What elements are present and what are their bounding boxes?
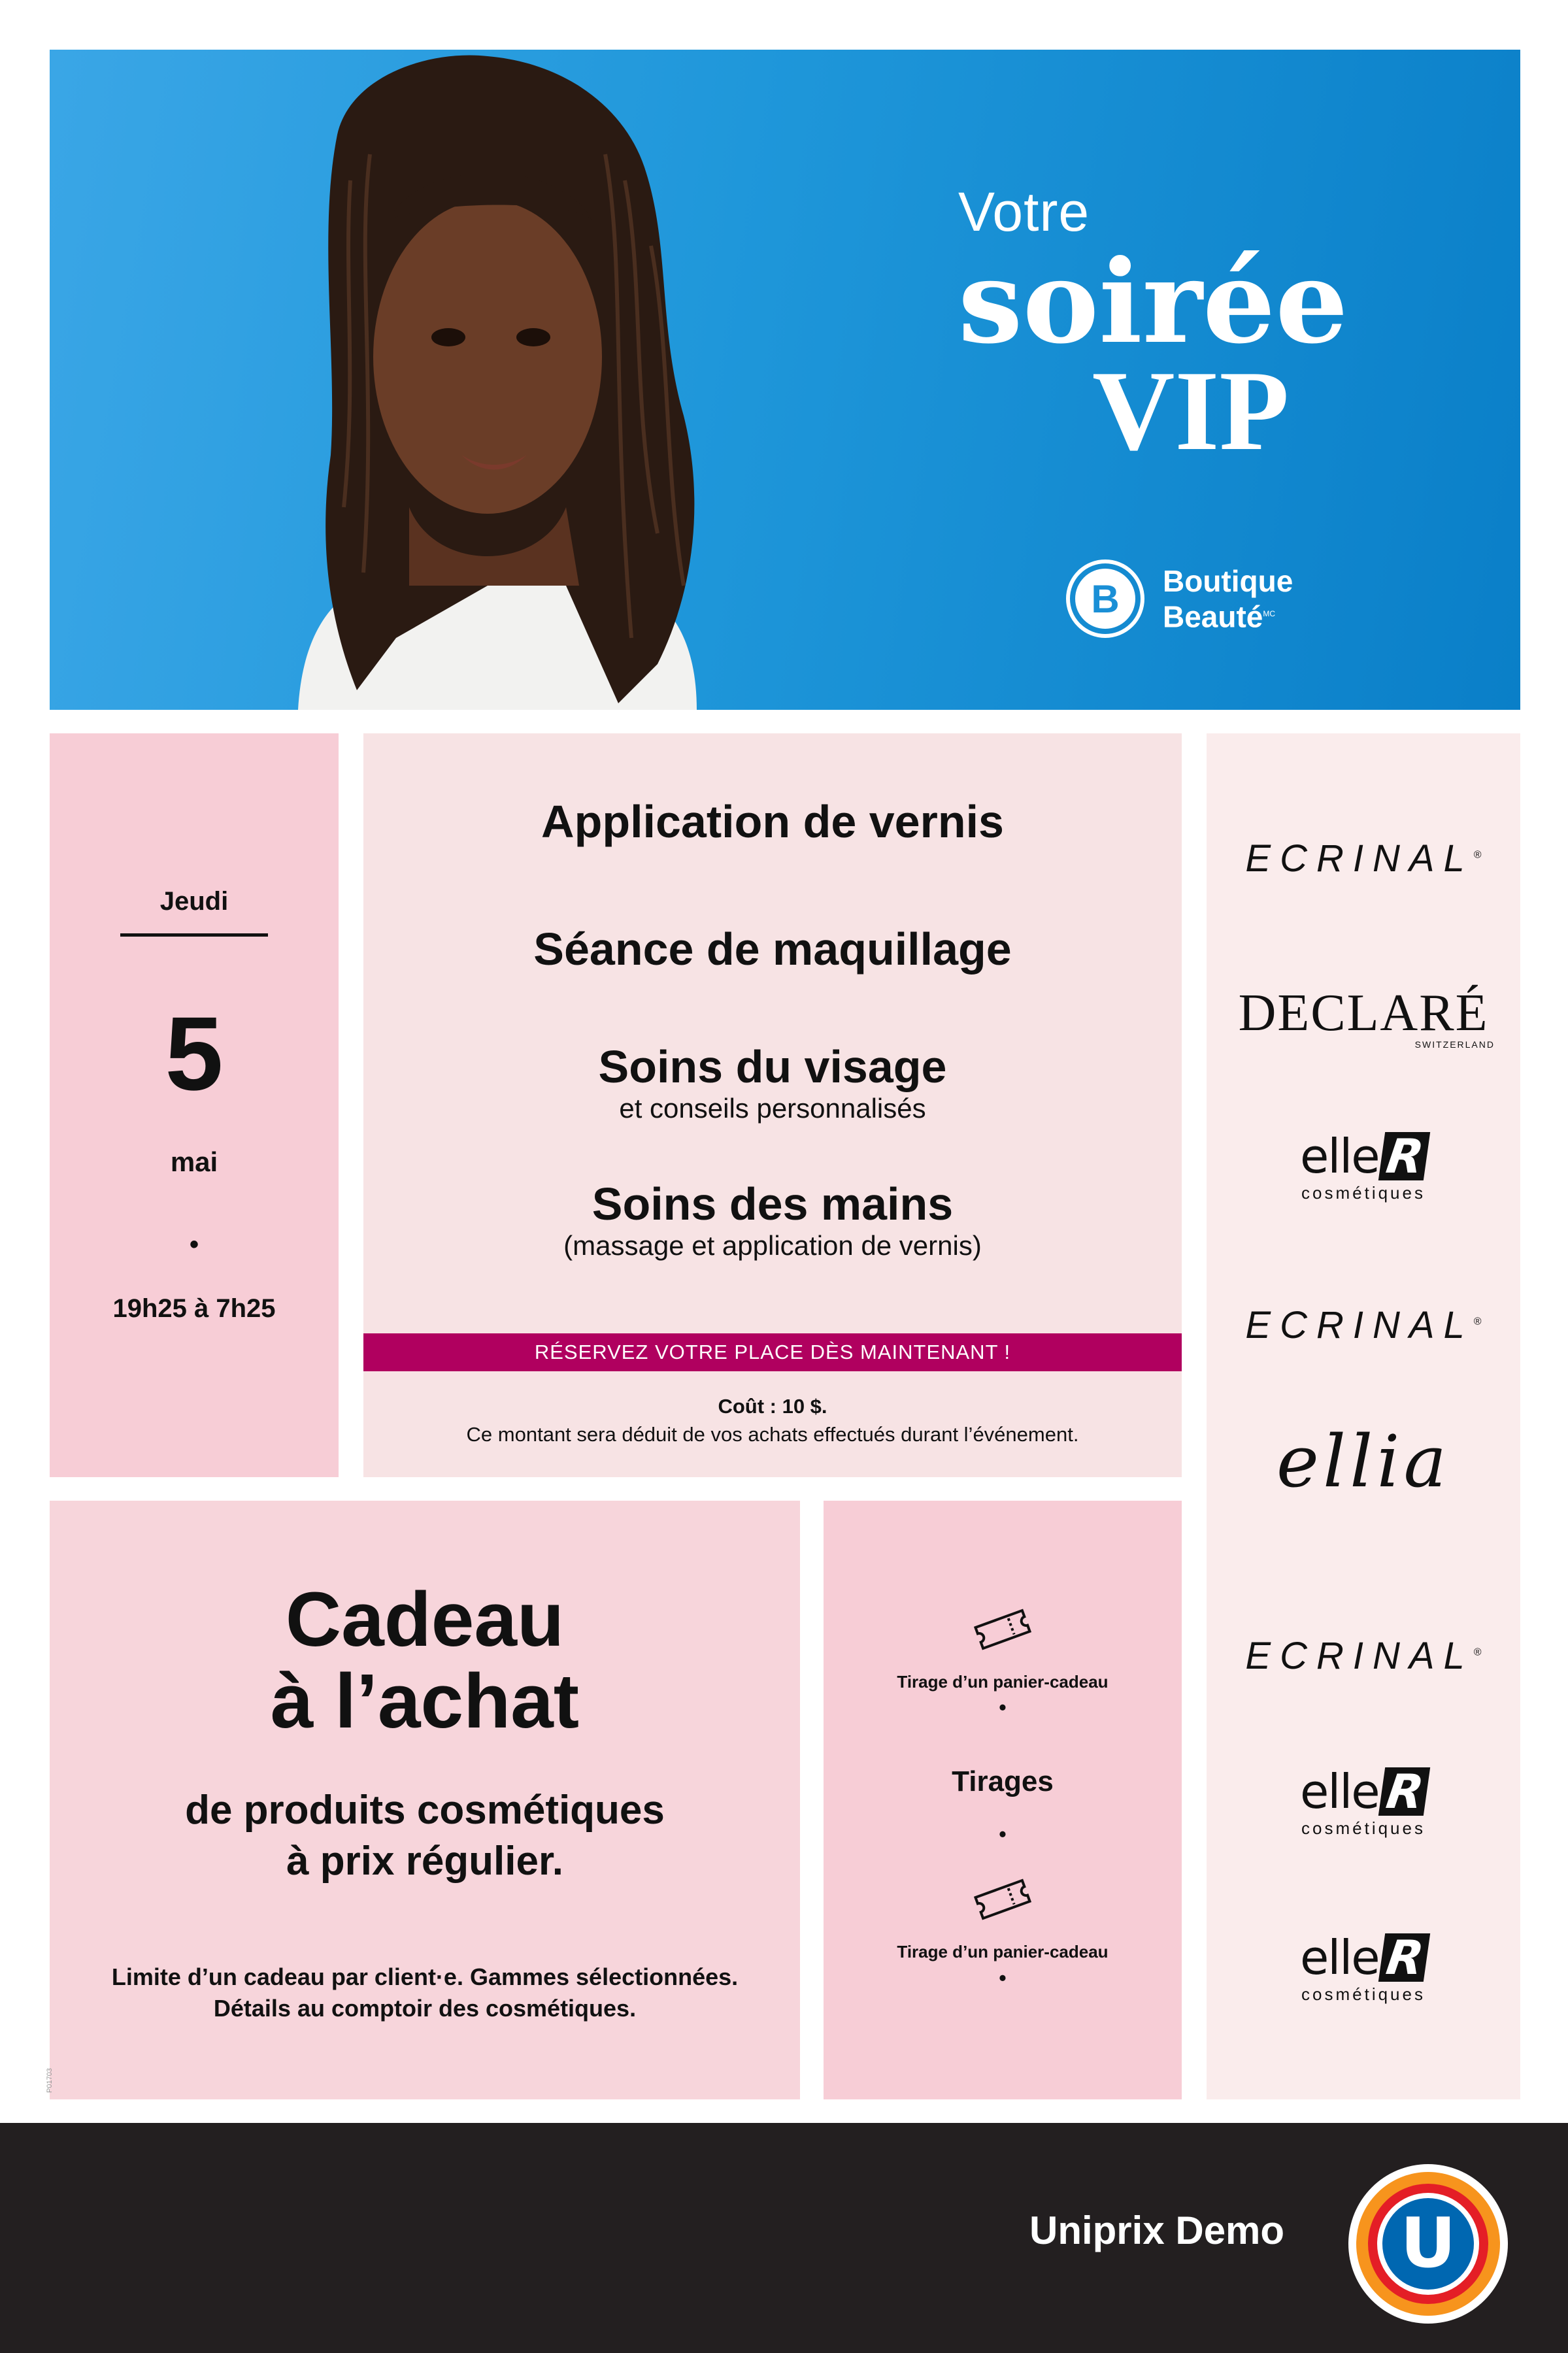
service-title: Application de vernis: [541, 796, 1004, 847]
store-name: Uniprix Demo: [1029, 2209, 1285, 2252]
draw-label: Tirage d’un panier-cadeau: [897, 1942, 1109, 1961]
boutique-beaute-icon: B: [1066, 559, 1144, 638]
brand-logo-ecrinal: ECRINAL®: [1245, 1304, 1482, 1346]
service-title: Soins des mains: [592, 1178, 954, 1229]
service-title: Soins du visage: [598, 1041, 947, 1092]
draws-panel: [824, 1501, 1182, 2099]
uniprix-logo: [1346, 2162, 1510, 2326]
service-item: [363, 1178, 1182, 1261]
footer: [0, 2123, 1568, 2353]
boutique-beaute-logo: [1066, 559, 1293, 638]
brand-logo-eller: elleR cosmétiques: [1207, 1767, 1520, 1839]
hero-title-soiree: soirée: [958, 235, 1348, 369]
gift-conditions: Limite d’un cadeau par client·e. Gammes sélectionnées. Détails au comptoir des cosmétiques.: [111, 1963, 739, 2022]
boutique-label: Boutique: [1163, 563, 1293, 598]
bullet-separator: •: [999, 1822, 1007, 1846]
model-portrait-image: [200, 50, 788, 710]
divider: [120, 933, 268, 937]
gift-subtitle: de produits cosmétiques à prix régulier.: [185, 1788, 665, 1884]
service-item: [363, 1041, 1182, 1124]
brand-logo-ellia: ellia: [1276, 1420, 1451, 1503]
gift-title: Cadeau à l’achat: [270, 1577, 580, 1744]
reserve-banner: RÉSERVEZ VOTRE PLACE DÈS MAINTENANT !: [363, 1333, 1182, 1371]
service-item: [363, 795, 1182, 848]
hero-title-votre: Votre: [958, 181, 1090, 242]
bullet-separator: •: [999, 1966, 1007, 1990]
cost-text: Coût : 10 $.: [718, 1395, 827, 1418]
ticket-icon: [971, 1607, 1034, 1652]
print-code: P01703: [46, 2068, 54, 2093]
beaute-label: Beauté: [1163, 599, 1263, 634]
service-subtitle: et conseils personnalisés: [619, 1093, 926, 1124]
service-subtitle: (massage et application de vernis): [563, 1230, 982, 1261]
ticket-icon: [971, 1877, 1034, 1922]
brand-logo-eller: elleR cosmétiques: [1207, 1933, 1520, 2005]
brand-logo-declare: DECLARÉ SWITZERLAND: [1238, 984, 1495, 1050]
svg-text:U: U: [1400, 2203, 1456, 2283]
cost-note: Ce montant sera déduit de vos achats effectués durant l’événement.: [466, 1423, 1079, 1446]
event-day: Jeudi: [159, 887, 229, 916]
gift-panel: [46, 1501, 800, 2099]
draw-label: Tirage d’un panier-cadeau: [897, 1672, 1109, 1692]
brands-panel: [1207, 733, 1520, 2099]
event-date-number: 5: [165, 995, 224, 1112]
brand-logo-ecrinal: ECRINAL®: [1245, 1635, 1482, 1677]
service-title: Séance de maquillage: [533, 924, 1012, 975]
event-month: mai: [170, 1146, 218, 1177]
date-panel: [50, 733, 339, 1477]
draws-title: Tirages: [952, 1765, 1054, 1797]
brand-logo-eller: elleR cosmétiques: [1207, 1132, 1520, 1203]
hero-title-vip: VIP: [1092, 347, 1290, 474]
brand-logo-ecrinal: ECRINAL®: [1245, 837, 1482, 880]
hero-banner: [50, 50, 1520, 710]
services-panel: [363, 733, 1182, 1477]
hero-title: [958, 180, 1416, 474]
event-hours: 19h25 à 7h25: [112, 1294, 276, 1323]
service-item: [363, 923, 1182, 975]
bullet-separator: •: [189, 1230, 199, 1259]
bullet-separator: •: [999, 1695, 1007, 1719]
trademark-mark: MC: [1263, 609, 1276, 618]
